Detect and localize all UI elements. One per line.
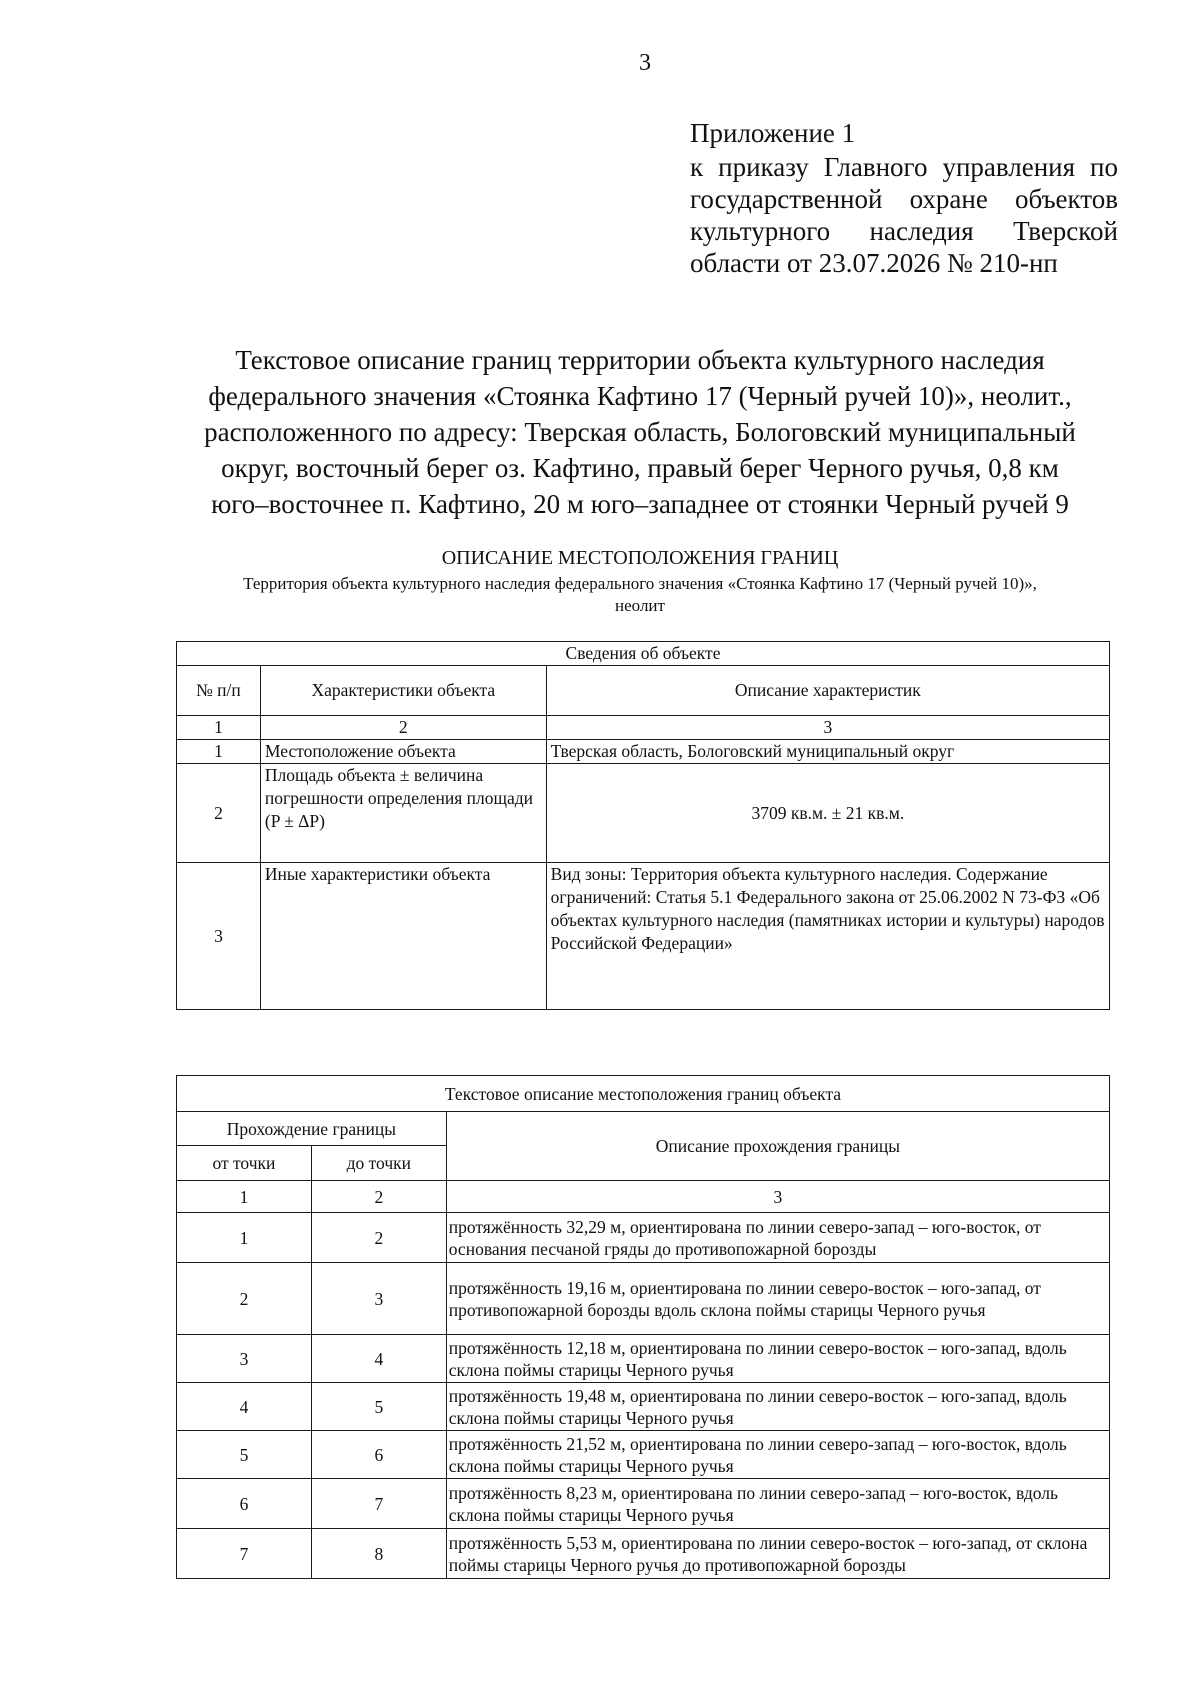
to-point: 6 xyxy=(311,1431,446,1479)
from-point: 4 xyxy=(177,1383,312,1431)
column-number: 3 xyxy=(446,1181,1109,1213)
page-number: 3 xyxy=(639,50,651,76)
table-row xyxy=(177,1213,1110,1263)
to-point: 8 xyxy=(311,1529,446,1579)
appendix-title: Приложение 1 xyxy=(690,118,856,148)
border-segment-description: протяжённость 19,48 м, ориентирована по линии северо-восток – юго-запад, вдоль склона поймы старицы Черного ручья xyxy=(446,1383,1109,1431)
from-point: 1 xyxy=(177,1213,312,1263)
from-point: 6 xyxy=(177,1479,312,1529)
title-line: юго–восточнее п. Кафтино, 20 м юго–западнее от стоянки Черный ручей 9 xyxy=(211,489,1069,519)
column-number: 1 xyxy=(177,1181,312,1213)
table-row xyxy=(177,1479,1110,1529)
header-characteristics: Характеристики объекта xyxy=(260,666,546,716)
table-numbering-row xyxy=(177,1181,1110,1213)
border-description-table xyxy=(176,1075,1110,1579)
from-point: 7 xyxy=(177,1529,312,1579)
row-characteristic: Площадь объекта ± величина погрешности определения площади (P ± ΔP) xyxy=(260,764,546,863)
border-segment-description: протяжённость 5,53 м, ориентирована по линии северо-восток – юго-запад, от склона поймы старицы Черного ручья до противопожарной борозды xyxy=(446,1529,1109,1579)
header-description: Описание характеристик xyxy=(546,666,1109,716)
section-subtitle-line: Территория объекта культурного наследия федерального значения «Стоянка Кафтино 17 (Черный ручей 10)», xyxy=(243,574,1037,593)
table-header-row xyxy=(177,1112,1110,1146)
table-row xyxy=(177,1263,1110,1335)
object-info-table xyxy=(176,641,1110,1010)
to-point: 4 xyxy=(311,1335,446,1383)
border-segment-description: протяжённость 12,18 м, ориентирована по линии северо-восток – юго-запад, вдоль склона поймы старицы Черного ручья xyxy=(446,1335,1109,1383)
from-point: 3 xyxy=(177,1335,312,1383)
row-value: Вид зоны: Территория объекта культурного наследия. Содержание ограничений: Статья 5.1 Федерального закона от 25.06.2002 N 73-ФЗ «Об объектах культурного наследия (памятниках истории и культуры) народов Российской Федерации» xyxy=(546,863,1109,1010)
border-segment-description: протяжённость 19,16 м, ориентирована по линии северо-восток – юго-запад, от противопожарной борозды вдоль склона поймы старицы Черного ручья xyxy=(446,1263,1109,1335)
appendix-reference: к приказу Главного управления по государственной охране объектов культурного наследия Тверской области от 23.07.2026 № 210-нп xyxy=(690,152,1118,278)
border-segment-description: протяжённость 21,52 м, ориентирована по линии северо-запад – юго-восток, вдоль склона поймы старицы Черного ручья xyxy=(446,1431,1109,1479)
table-header-row xyxy=(177,666,1110,716)
border-segment-description: протяжённость 32,29 м, ориентирована по линии северо-запад – юго-восток, от основания песчаной гряды до противопожарной борозды xyxy=(446,1213,1109,1263)
table-numbering-row xyxy=(177,716,1110,740)
column-number: 1 xyxy=(177,716,261,740)
table-row xyxy=(177,863,1110,1010)
to-point: 5 xyxy=(311,1383,446,1431)
row-value: 3709 кв.м. ± 21 кв.м. xyxy=(546,764,1109,863)
document-title xyxy=(170,342,1110,522)
header-to-point: до точки xyxy=(311,1146,446,1181)
header-from-point: от точки xyxy=(177,1146,312,1181)
column-number: 3 xyxy=(546,716,1109,740)
section-title: ОПИСАНИЕ МЕСТОПОЛОЖЕНИЯ ГРАНИЦ xyxy=(441,547,839,569)
column-number: 2 xyxy=(311,1181,446,1213)
row-characteristic: Местоположение объекта xyxy=(260,740,546,764)
row-number: 2 xyxy=(177,764,261,863)
to-point: 3 xyxy=(311,1263,446,1335)
border-segment-description: протяжённость 8,23 м, ориентирована по линии северо-запад – юго-восток, вдоль склона поймы старицы Черного ручья xyxy=(446,1479,1109,1529)
to-point: 2 xyxy=(311,1213,446,1263)
title-line: округ, восточный берег оз. Кафтино, правый берег Черного ручья, 0,8 км xyxy=(221,453,1059,483)
title-line: федерального значения «Стоянка Кафтино 17 (Черный ручей 10)», неолит., xyxy=(208,381,1072,411)
to-point: 7 xyxy=(311,1479,446,1529)
row-number: 3 xyxy=(177,863,261,1010)
object-table-caption: Сведения об объекте xyxy=(177,642,1110,666)
row-value: Тверская область, Бологовский муниципальный округ xyxy=(546,740,1109,764)
title-line: Текстовое описание границ территории объекта культурного наследия xyxy=(235,345,1045,375)
appendix-block xyxy=(690,117,1118,279)
from-point: 2 xyxy=(177,1263,312,1335)
from-point: 5 xyxy=(177,1431,312,1479)
table-row xyxy=(177,1335,1110,1383)
table-row xyxy=(177,1383,1110,1431)
section-subtitle-line: неолит xyxy=(615,596,665,615)
header-number: № п/п xyxy=(177,666,261,716)
section-subtitle xyxy=(160,573,1120,617)
table-row xyxy=(177,1431,1110,1479)
title-line: расположенного по адресу: Тверская область, Бологовский муниципальный xyxy=(204,417,1076,447)
table-row xyxy=(177,764,1110,863)
table-caption-row xyxy=(177,1076,1110,1112)
table-row xyxy=(177,740,1110,764)
header-border-description: Описание прохождения границы xyxy=(446,1112,1109,1181)
table-row xyxy=(177,1529,1110,1579)
border-table-caption: Текстовое описание местоположения границ объекта xyxy=(177,1076,1110,1112)
row-characteristic: Иные характеристики объекта xyxy=(260,863,546,1010)
row-number: 1 xyxy=(177,740,261,764)
column-number: 2 xyxy=(260,716,546,740)
table-caption-row xyxy=(177,642,1110,666)
header-border-passage: Прохождение границы xyxy=(177,1112,447,1146)
